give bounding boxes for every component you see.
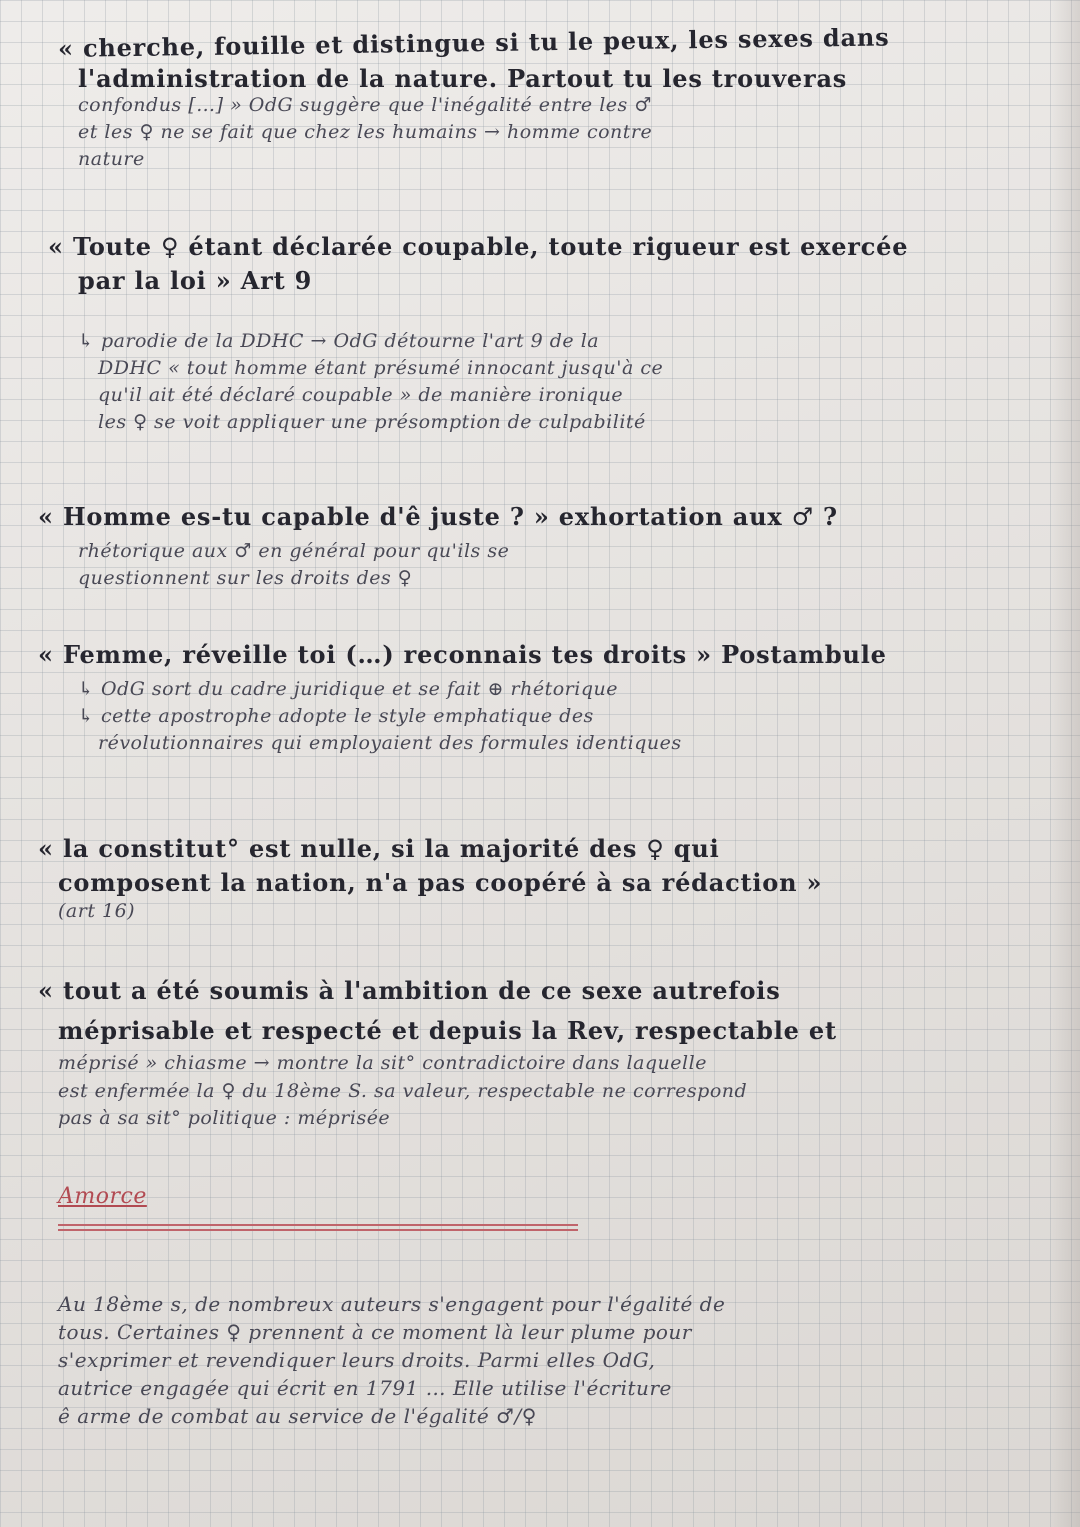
- note-line: pas à sa sit° politique : méprisée: [58, 1107, 391, 1129]
- heading-underline: [58, 1224, 578, 1226]
- quote-line: méprisable et respecté et depuis la Rev, respectable et: [58, 1016, 837, 1045]
- note-line: (art 16): [58, 900, 136, 922]
- note-line: qu'il ait été déclaré coupable » de manière ironique: [98, 384, 624, 406]
- note-line: ↳ cette apostrophe adopte le style emphatique des: [78, 705, 594, 727]
- paragraph-line: s'exprimer et revendiquer leurs droits. Parmi elles OdG,: [58, 1348, 656, 1372]
- note-line: DDHC « tout homme étant présumé innocant jusqu'à ce: [98, 357, 664, 379]
- paragraph-line: tous. Certaines ♀ prennent à ce moment là leur plume pour: [58, 1320, 692, 1344]
- note-line: ↳ OdG sort du cadre juridique et se fait ⊕ rhétorique: [78, 678, 618, 700]
- quote-line: composent la nation, n'a pas coopéré à sa rédaction »: [58, 868, 823, 897]
- section-heading: Amorce: [58, 1184, 147, 1209]
- note-line: les ♀ se voit appliquer une présomption de culpabilité: [98, 411, 646, 433]
- page-edge-shadow: [1050, 0, 1080, 1527]
- quote-line: « Toute ♀ étant déclarée coupable, toute rigueur est exercée: [48, 232, 909, 261]
- note-line: et les ♀ ne se fait que chez les humains → homme contre: [78, 121, 653, 143]
- quote-line: « cherche, fouille et distingue si tu le peux, les sexes dans: [57, 22, 890, 63]
- note-line: ↳ parodie de la DDHC → OdG détourne l'art 9 de la: [78, 330, 600, 352]
- paragraph-line: autrice engagée qui écrit en 1791 … Elle utilise l'écriture: [58, 1376, 672, 1400]
- note-line: confondus […] » OdG suggère que l'inégalité entre les ♂: [78, 94, 652, 116]
- note-line: nature: [78, 148, 145, 170]
- quote-line: « la constitut° est nulle, si la majorité des ♀ qui: [38, 834, 720, 863]
- note-line: révolutionnaires qui employaient des formules identiques: [98, 732, 682, 754]
- quote-line: « Femme, réveille toi (…) reconnais tes droits » Postambule: [38, 640, 887, 669]
- quote-line: l'administration de la nature. Partout tu les trouveras: [78, 64, 848, 93]
- note-line: méprisé » chiasme → montre la sit° contradictoire dans laquelle: [58, 1052, 707, 1074]
- quote-line: « Homme es-tu capable d'ê juste ? » exhortation aux ♂ ?: [38, 502, 838, 531]
- paragraph-line: Au 18ème s, de nombreux auteurs s'engagent pour l'égalité de: [58, 1292, 726, 1316]
- quote-line: « tout a été soumis à l'ambition de ce sexe autrefois: [38, 976, 781, 1005]
- note-line: rhétorique aux ♂ en général pour qu'ils se: [78, 540, 510, 562]
- heading-underline: [58, 1229, 578, 1231]
- note-line: est enfermée la ♀ du 18ème S. sa valeur, respectable ne correspond: [58, 1080, 748, 1102]
- quote-line: par la loi » Art 9: [78, 266, 313, 295]
- note-line: questionnent sur les droits des ♀: [78, 567, 413, 589]
- paragraph-line: ê arme de combat au service de l'égalité ♂/♀: [58, 1404, 537, 1428]
